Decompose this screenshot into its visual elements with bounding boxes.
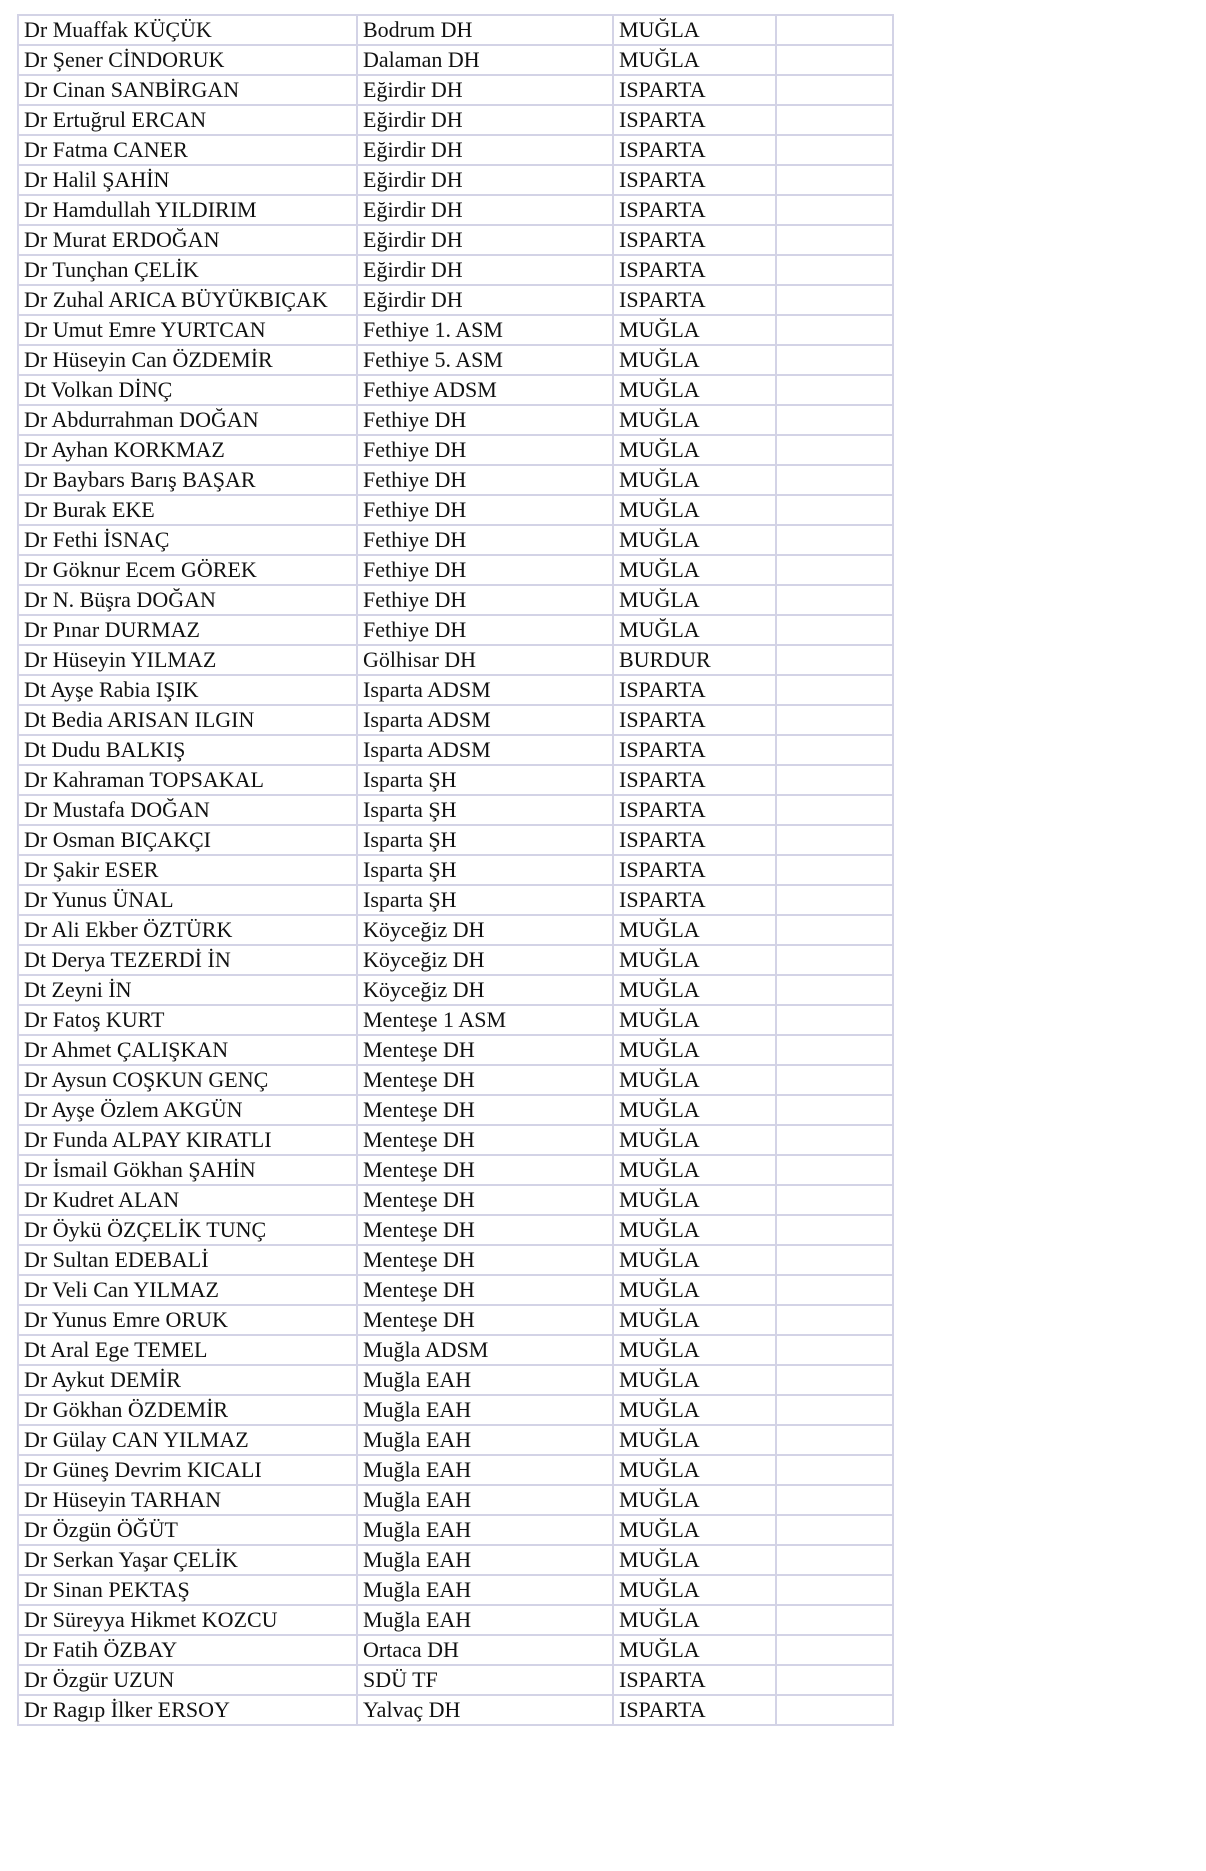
- province-cell: ISPARTA: [613, 1695, 776, 1725]
- province-cell: ISPARTA: [613, 285, 776, 315]
- province-cell: MUĞLA: [613, 975, 776, 1005]
- empty-cell: [776, 1275, 893, 1305]
- province-cell: MUĞLA: [613, 1395, 776, 1425]
- empty-cell: [776, 1245, 893, 1275]
- province-cell: MUĞLA: [613, 465, 776, 495]
- table-row: [18, 885, 893, 915]
- table-row: [18, 525, 893, 555]
- institution-cell: Menteşe DH: [357, 1035, 613, 1065]
- empty-cell: [776, 585, 893, 615]
- name-cell: Dr Burak EKE: [18, 495, 357, 525]
- name-cell: Dr Hamdullah YILDIRIM: [18, 195, 357, 225]
- name-cell: Dr Funda ALPAY KIRATLI: [18, 1125, 357, 1155]
- name-cell: Dr Göknur Ecem GÖREK: [18, 555, 357, 585]
- empty-cell: [776, 15, 893, 45]
- table-row: [18, 1245, 893, 1275]
- name-cell: Dr Şakir ESER: [18, 855, 357, 885]
- empty-cell: [776, 555, 893, 585]
- name-cell: Dr Tunçhan ÇELİK: [18, 255, 357, 285]
- empty-cell: [776, 1185, 893, 1215]
- name-cell: Dr Ali Ekber ÖZTÜRK: [18, 915, 357, 945]
- empty-cell: [776, 105, 893, 135]
- empty-cell: [776, 525, 893, 555]
- empty-cell: [776, 1395, 893, 1425]
- institution-cell: Muğla EAH: [357, 1545, 613, 1575]
- table-row: [18, 1185, 893, 1215]
- table-row: [18, 435, 893, 465]
- institution-cell: Fethiye DH: [357, 405, 613, 435]
- table-row: [18, 1035, 893, 1065]
- empty-cell: [776, 735, 893, 765]
- table-row: [18, 1065, 893, 1095]
- institution-cell: Menteşe DH: [357, 1155, 613, 1185]
- province-cell: MUĞLA: [613, 915, 776, 945]
- province-cell: BURDUR: [613, 645, 776, 675]
- name-cell: Dr Umut Emre YURTCAN: [18, 315, 357, 345]
- province-cell: MUĞLA: [613, 1005, 776, 1035]
- table-row: [18, 825, 893, 855]
- table-row: [18, 1365, 893, 1395]
- institution-cell: Dalaman DH: [357, 45, 613, 75]
- empty-cell: [776, 885, 893, 915]
- table-row: [18, 915, 893, 945]
- name-cell: Dr Fatih ÖZBAY: [18, 1635, 357, 1665]
- institution-cell: Menteşe DH: [357, 1275, 613, 1305]
- name-cell: Dr Sultan EDEBALİ: [18, 1245, 357, 1275]
- name-cell: Dr Güneş Devrim KICALI: [18, 1455, 357, 1485]
- institution-cell: Fethiye 5. ASM: [357, 345, 613, 375]
- province-cell: MUĞLA: [613, 1245, 776, 1275]
- institution-cell: Köyceğiz DH: [357, 975, 613, 1005]
- empty-cell: [776, 435, 893, 465]
- table-row: [18, 1395, 893, 1425]
- institution-cell: SDÜ TF: [357, 1665, 613, 1695]
- name-cell: Dt Zeyni İN: [18, 975, 357, 1005]
- empty-cell: [776, 975, 893, 1005]
- institution-cell: Menteşe DH: [357, 1185, 613, 1215]
- name-cell: Dr Hüseyin TARHAN: [18, 1485, 357, 1515]
- province-cell: ISPARTA: [613, 795, 776, 825]
- province-cell: ISPARTA: [613, 225, 776, 255]
- institution-cell: Isparta ŞH: [357, 885, 613, 915]
- institution-cell: Muğla EAH: [357, 1605, 613, 1635]
- table-row: [18, 765, 893, 795]
- empty-cell: [776, 1305, 893, 1335]
- empty-cell: [776, 945, 893, 975]
- province-cell: MUĞLA: [613, 945, 776, 975]
- empty-cell: [776, 45, 893, 75]
- empty-cell: [776, 345, 893, 375]
- empty-cell: [776, 1455, 893, 1485]
- empty-cell: [776, 915, 893, 945]
- province-cell: MUĞLA: [613, 435, 776, 465]
- name-cell: Dr Şener CİNDORUK: [18, 45, 357, 75]
- institution-cell: Eğirdir DH: [357, 195, 613, 225]
- name-cell: Dr Mustafa DOĞAN: [18, 795, 357, 825]
- name-cell: Dr Zuhal ARICA BÜYÜKBIÇAK: [18, 285, 357, 315]
- table-row: [18, 285, 893, 315]
- province-cell: ISPARTA: [613, 825, 776, 855]
- province-cell: MUĞLA: [613, 1155, 776, 1185]
- table-row: [18, 195, 893, 225]
- name-cell: Dr Halil ŞAHİN: [18, 165, 357, 195]
- empty-cell: [776, 465, 893, 495]
- province-cell: MUĞLA: [613, 525, 776, 555]
- empty-cell: [776, 675, 893, 705]
- institution-cell: Eğirdir DH: [357, 255, 613, 285]
- empty-cell: [776, 1095, 893, 1125]
- institution-cell: Muğla EAH: [357, 1575, 613, 1605]
- empty-cell: [776, 1365, 893, 1395]
- institution-cell: Muğla EAH: [357, 1515, 613, 1545]
- empty-cell: [776, 1125, 893, 1155]
- name-cell: Dr Sinan PEKTAŞ: [18, 1575, 357, 1605]
- empty-cell: [776, 645, 893, 675]
- province-cell: ISPARTA: [613, 135, 776, 165]
- institution-cell: Isparta ŞH: [357, 795, 613, 825]
- empty-cell: [776, 615, 893, 645]
- institution-cell: Isparta ADSM: [357, 675, 613, 705]
- institution-cell: Bodrum DH: [357, 15, 613, 45]
- institution-cell: Gölhisar DH: [357, 645, 613, 675]
- institution-cell: Menteşe DH: [357, 1245, 613, 1275]
- name-cell: Dt Aral Ege TEMEL: [18, 1335, 357, 1365]
- table-row: [18, 255, 893, 285]
- table-row: [18, 405, 893, 435]
- province-cell: MUĞLA: [613, 1095, 776, 1125]
- province-cell: ISPARTA: [613, 1665, 776, 1695]
- institution-cell: Isparta ŞH: [357, 765, 613, 795]
- institution-cell: Fethiye DH: [357, 465, 613, 495]
- name-cell: Dr Ertuğrul ERCAN: [18, 105, 357, 135]
- name-cell: Dt Volkan DİNÇ: [18, 375, 357, 405]
- name-cell: Dr Aykut DEMİR: [18, 1365, 357, 1395]
- name-cell: Dr Baybars Barış BAŞAR: [18, 465, 357, 495]
- province-cell: MUĞLA: [613, 1545, 776, 1575]
- table-row: [18, 45, 893, 75]
- province-cell: MUĞLA: [613, 585, 776, 615]
- table-row: [18, 1575, 893, 1605]
- province-cell: ISPARTA: [613, 765, 776, 795]
- table-row: [18, 15, 893, 45]
- table-row: [18, 795, 893, 825]
- table-row: [18, 1545, 893, 1575]
- empty-cell: [776, 315, 893, 345]
- table-row: [18, 1125, 893, 1155]
- institution-cell: Fethiye DH: [357, 585, 613, 615]
- province-cell: MUĞLA: [613, 1575, 776, 1605]
- empty-cell: [776, 1335, 893, 1365]
- institution-cell: Muğla EAH: [357, 1485, 613, 1515]
- institution-cell: Fethiye DH: [357, 525, 613, 555]
- table-row: [18, 1005, 893, 1035]
- name-cell: Dr Ayşe Özlem AKGÜN: [18, 1095, 357, 1125]
- name-cell: Dr Murat ERDOĞAN: [18, 225, 357, 255]
- institution-cell: Yalvaç DH: [357, 1695, 613, 1725]
- table-row: [18, 1485, 893, 1515]
- province-cell: ISPARTA: [613, 735, 776, 765]
- province-cell: MUĞLA: [613, 495, 776, 525]
- province-cell: ISPARTA: [613, 885, 776, 915]
- institution-cell: Muğla EAH: [357, 1425, 613, 1455]
- empty-cell: [776, 1035, 893, 1065]
- name-cell: Dr Gülay CAN YILMAZ: [18, 1425, 357, 1455]
- province-cell: MUĞLA: [613, 555, 776, 585]
- name-cell: Dr Kahraman TOPSAKAL: [18, 765, 357, 795]
- province-cell: MUĞLA: [613, 1455, 776, 1485]
- province-cell: MUĞLA: [613, 345, 776, 375]
- province-cell: MUĞLA: [613, 1065, 776, 1095]
- province-cell: MUĞLA: [613, 1035, 776, 1065]
- empty-cell: [776, 825, 893, 855]
- table-row: [18, 675, 893, 705]
- province-cell: ISPARTA: [613, 675, 776, 705]
- institution-cell: Isparta ŞH: [357, 855, 613, 885]
- table-row: [18, 615, 893, 645]
- empty-cell: [776, 225, 893, 255]
- table-row: [18, 1665, 893, 1695]
- institution-cell: Fethiye ADSM: [357, 375, 613, 405]
- institution-cell: Muğla ADSM: [357, 1335, 613, 1365]
- empty-cell: [776, 285, 893, 315]
- table-body: [18, 15, 893, 1725]
- table-row: [18, 645, 893, 675]
- province-cell: MUĞLA: [613, 1275, 776, 1305]
- table-row: [18, 75, 893, 105]
- table-row: [18, 1305, 893, 1335]
- empty-cell: [776, 1515, 893, 1545]
- name-cell: Dr Ahmet ÇALIŞKAN: [18, 1035, 357, 1065]
- province-cell: ISPARTA: [613, 105, 776, 135]
- table-row: [18, 1515, 893, 1545]
- institution-cell: Eğirdir DH: [357, 165, 613, 195]
- name-cell: Dr Veli Can YILMAZ: [18, 1275, 357, 1305]
- name-cell: Dr Yunus ÜNAL: [18, 885, 357, 915]
- table-row: [18, 705, 893, 735]
- empty-cell: [776, 1665, 893, 1695]
- institution-cell: Menteşe DH: [357, 1065, 613, 1095]
- province-cell: MUĞLA: [613, 1125, 776, 1155]
- institution-cell: Menteşe DH: [357, 1095, 613, 1125]
- empty-cell: [776, 195, 893, 225]
- institution-cell: Fethiye DH: [357, 495, 613, 525]
- name-cell: Dr Serkan Yaşar ÇELİK: [18, 1545, 357, 1575]
- institution-cell: Muğla EAH: [357, 1365, 613, 1395]
- institution-cell: Ortaca DH: [357, 1635, 613, 1665]
- name-cell: Dr N. Büşra DOĞAN: [18, 585, 357, 615]
- name-cell: Dr Muaffak KÜÇÜK: [18, 15, 357, 45]
- institution-cell: Köyceğiz DH: [357, 945, 613, 975]
- name-cell: Dr Özgün ÖĞÜT: [18, 1515, 357, 1545]
- table-row: [18, 345, 893, 375]
- table-row: [18, 555, 893, 585]
- empty-cell: [776, 855, 893, 885]
- institution-cell: Eğirdir DH: [357, 75, 613, 105]
- name-cell: Dr Aysun COŞKUN GENÇ: [18, 1065, 357, 1095]
- institution-cell: Eğirdir DH: [357, 105, 613, 135]
- table-row: [18, 1095, 893, 1125]
- institution-cell: Muğla EAH: [357, 1395, 613, 1425]
- name-cell: Dr Pınar DURMAZ: [18, 615, 357, 645]
- table-row: [18, 975, 893, 1005]
- province-cell: MUĞLA: [613, 1335, 776, 1365]
- empty-cell: [776, 1485, 893, 1515]
- empty-cell: [776, 1065, 893, 1095]
- province-cell: MUĞLA: [613, 1185, 776, 1215]
- table-row: [18, 135, 893, 165]
- table-row: [18, 735, 893, 765]
- institution-cell: Eğirdir DH: [357, 135, 613, 165]
- province-cell: MUĞLA: [613, 405, 776, 435]
- province-cell: ISPARTA: [613, 165, 776, 195]
- table-row: [18, 315, 893, 345]
- table-row: [18, 375, 893, 405]
- institution-cell: Menteşe DH: [357, 1125, 613, 1155]
- table-row: [18, 945, 893, 975]
- province-cell: MUĞLA: [613, 15, 776, 45]
- province-cell: MUĞLA: [613, 615, 776, 645]
- empty-cell: [776, 75, 893, 105]
- empty-cell: [776, 495, 893, 525]
- name-cell: Dr İsmail Gökhan ŞAHİN: [18, 1155, 357, 1185]
- table-row: [18, 585, 893, 615]
- table-row: [18, 855, 893, 885]
- name-cell: Dr Ayhan KORKMAZ: [18, 435, 357, 465]
- empty-cell: [776, 1215, 893, 1245]
- name-cell: Dt Dudu BALKIŞ: [18, 735, 357, 765]
- province-cell: MUĞLA: [613, 1305, 776, 1335]
- institution-cell: Eğirdir DH: [357, 285, 613, 315]
- province-cell: ISPARTA: [613, 75, 776, 105]
- province-cell: ISPARTA: [613, 855, 776, 885]
- institution-cell: Köyceğiz DH: [357, 915, 613, 945]
- name-cell: Dr Fethi İSNAÇ: [18, 525, 357, 555]
- province-cell: MUĞLA: [613, 1605, 776, 1635]
- name-cell: Dt Ayşe Rabia IŞIK: [18, 675, 357, 705]
- province-cell: ISPARTA: [613, 705, 776, 735]
- name-cell: Dr Osman BIÇAKÇI: [18, 825, 357, 855]
- name-cell: Dr Kudret ALAN: [18, 1185, 357, 1215]
- province-cell: ISPARTA: [613, 255, 776, 285]
- institution-cell: Fethiye DH: [357, 615, 613, 645]
- province-cell: MUĞLA: [613, 315, 776, 345]
- name-cell: Dr Fatoş KURT: [18, 1005, 357, 1035]
- empty-cell: [776, 1425, 893, 1455]
- institution-cell: Menteşe DH: [357, 1305, 613, 1335]
- empty-cell: [776, 1575, 893, 1605]
- table-row: [18, 1275, 893, 1305]
- table-row: [18, 1635, 893, 1665]
- name-cell: Dr Hüseyin YILMAZ: [18, 645, 357, 675]
- table-row: [18, 1695, 893, 1725]
- empty-cell: [776, 705, 893, 735]
- table-row: [18, 1455, 893, 1485]
- name-cell: Dr Ragıp İlker ERSOY: [18, 1695, 357, 1725]
- province-cell: MUĞLA: [613, 45, 776, 75]
- table-row: [18, 1155, 893, 1185]
- empty-cell: [776, 255, 893, 285]
- institution-cell: Isparta ADSM: [357, 705, 613, 735]
- name-cell: Dt Derya TEZERDİ İN: [18, 945, 357, 975]
- institution-cell: Fethiye 1. ASM: [357, 315, 613, 345]
- name-cell: Dt Bedia ARISAN ILGIN: [18, 705, 357, 735]
- province-cell: MUĞLA: [613, 1215, 776, 1245]
- province-cell: MUĞLA: [613, 1635, 776, 1665]
- institution-cell: Menteşe 1 ASM: [357, 1005, 613, 1035]
- empty-cell: [776, 405, 893, 435]
- name-cell: Dr Fatma CANER: [18, 135, 357, 165]
- empty-cell: [776, 375, 893, 405]
- empty-cell: [776, 795, 893, 825]
- province-cell: MUĞLA: [613, 1485, 776, 1515]
- empty-cell: [776, 135, 893, 165]
- institution-cell: Isparta ADSM: [357, 735, 613, 765]
- name-cell: Dr Hüseyin Can ÖZDEMİR: [18, 345, 357, 375]
- table-row: [18, 105, 893, 135]
- name-cell: Dr Cinan SANBİRGAN: [18, 75, 357, 105]
- institution-cell: Isparta ŞH: [357, 825, 613, 855]
- province-cell: MUĞLA: [613, 1365, 776, 1395]
- name-cell: Dr Abdurrahman DOĞAN: [18, 405, 357, 435]
- table-row: [18, 495, 893, 525]
- table-row: [18, 1215, 893, 1245]
- province-cell: MUĞLA: [613, 375, 776, 405]
- empty-cell: [776, 1635, 893, 1665]
- table-row: [18, 1335, 893, 1365]
- name-cell: Dr Özgür UZUN: [18, 1665, 357, 1695]
- table-row: [18, 465, 893, 495]
- institution-cell: Fethiye DH: [357, 435, 613, 465]
- name-cell: Dr Öykü ÖZÇELİK TUNÇ: [18, 1215, 357, 1245]
- empty-cell: [776, 1695, 893, 1725]
- empty-cell: [776, 1605, 893, 1635]
- table-row: [18, 165, 893, 195]
- doctor-table: [17, 14, 894, 1726]
- empty-cell: [776, 765, 893, 795]
- institution-cell: Eğirdir DH: [357, 225, 613, 255]
- province-cell: MUĞLA: [613, 1425, 776, 1455]
- empty-cell: [776, 1005, 893, 1035]
- name-cell: Dr Süreyya Hikmet KOZCU: [18, 1605, 357, 1635]
- institution-cell: Fethiye DH: [357, 555, 613, 585]
- table-row: [18, 225, 893, 255]
- province-cell: MUĞLA: [613, 1515, 776, 1545]
- table-row: [18, 1605, 893, 1635]
- institution-cell: Menteşe DH: [357, 1215, 613, 1245]
- name-cell: Dr Gökhan ÖZDEMİR: [18, 1395, 357, 1425]
- empty-cell: [776, 1545, 893, 1575]
- institution-cell: Muğla EAH: [357, 1455, 613, 1485]
- empty-cell: [776, 1155, 893, 1185]
- empty-cell: [776, 165, 893, 195]
- province-cell: ISPARTA: [613, 195, 776, 225]
- name-cell: Dr Yunus Emre ORUK: [18, 1305, 357, 1335]
- table-row: [18, 1425, 893, 1455]
